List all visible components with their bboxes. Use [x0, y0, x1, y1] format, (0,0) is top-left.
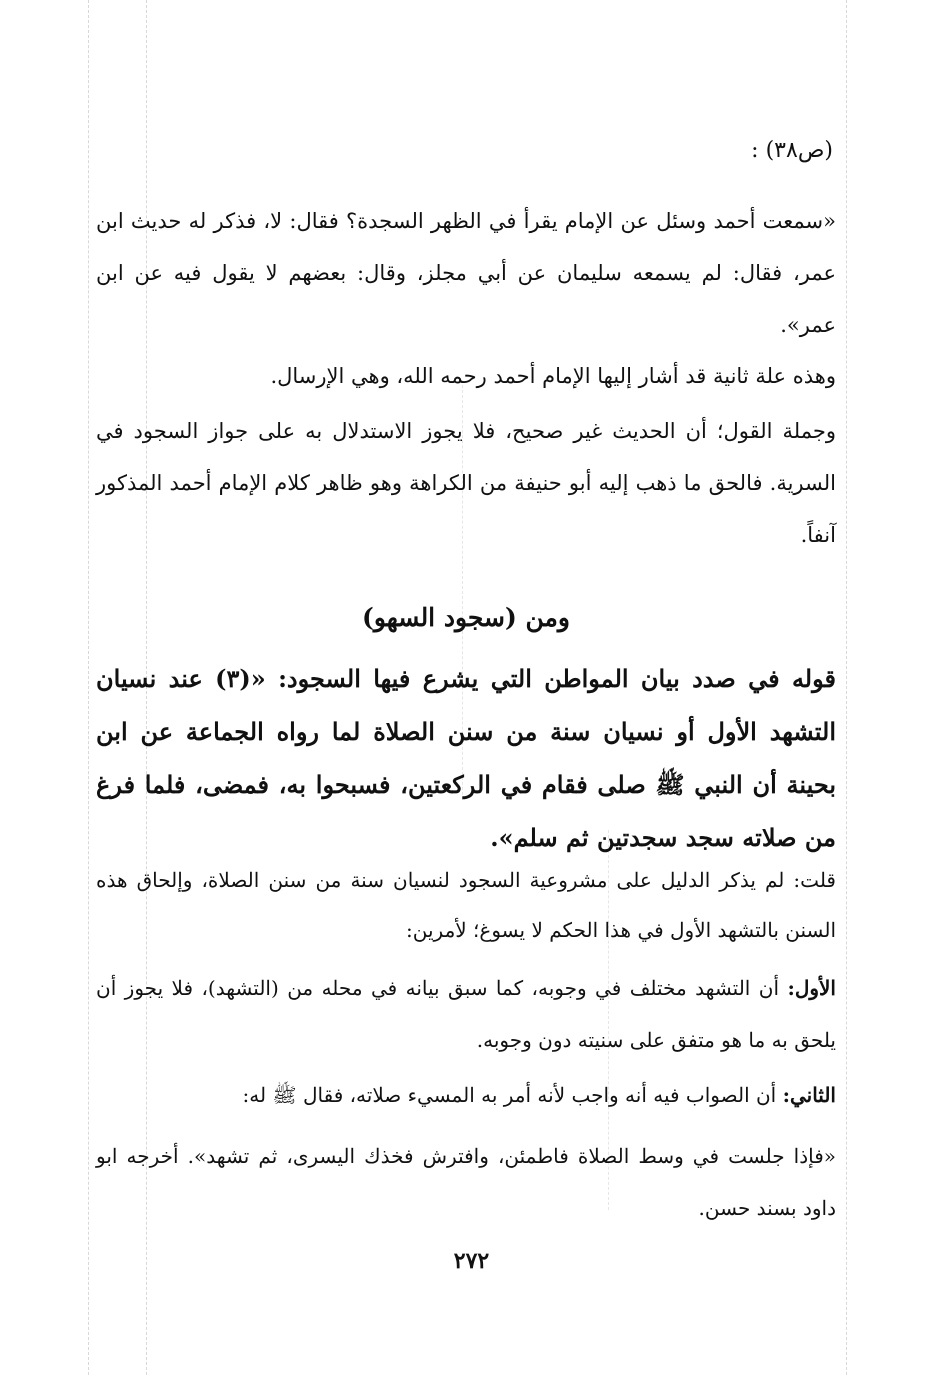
scan-guide-line: [88, 0, 89, 1375]
paragraph-commentary: قلت: لم يذكر الدليل على مشروعية السجود لنسيان سنة من سنن الصلاة، وإلحاق هذه السنن بالتشهد الأول في هذا الحكم لا يسوغ؛ لأمرين:: [96, 868, 836, 942]
paragraph-second-defect: وهذه علة ثانية قد أشار إليها الإمام أحمد رحمه الله، وهي الإرسال.: [270, 364, 836, 388]
source-reference: (ص٣٨) :: [751, 138, 833, 163]
second-reason-lead: الثاني:: [782, 1083, 836, 1107]
section-heading: ومن (سجود السهو): [362, 603, 570, 632]
paragraph-conclusion: وجملة القول؛ أن الحديث غير صحيح، فلا يجوز الاستدلال به على جواز السجود في السرية. فالحق ما ذهب إليه أبو حنيفة من الكراهة وهو ظاهر كلام الإمام أحمد المذكور آنفاً.: [96, 419, 836, 547]
first-reason-text: أن التشهد مختلف في وجوبه، كما سبق بيانه في محله من (التشهد)، فلا يجوز أن يلحق به ما هو متفق على سنيته دون وجوبه.: [96, 976, 836, 1052]
paragraph-quote-ahmad: «سمعت أحمد وسئل عن الإمام يقرأ في الظهر السجدة؟ فقال: لا، فذكر له حديث ابن عمر، فقال: لم يسمعه سليمان عن أبي مجلز، وقال: بعضهم لا يقول فيه عن ابن عمر».: [96, 209, 836, 337]
first-reason-lead: الأول:: [787, 976, 836, 1000]
scan-guide-line: [846, 0, 847, 1375]
paragraph-first-reason: [96, 962, 836, 1066]
page-number: ٢٧٢: [453, 1248, 490, 1274]
paragraph-second-reason: [96, 1070, 836, 1120]
second-reason-text: أن الصواب فيه أنه واجب لأنه أمر به المسيء صلاته، فقال ﷺ له:: [242, 1083, 783, 1107]
paragraph-hadith: «فإذا جلست في وسط الصلاة فاطمئن، وافترش فخذك اليسرى، ثم تشهد». أخرجه ابو داود بسند حسن.: [96, 1144, 836, 1220]
paragraph-bold-quote: قوله في صدد بيان المواطن التي يشرع فيها السجود: «(٣) عند نسيان التشهد الأول أو نسيان سنة من سنن الصلاة لما رواه الجماعة عن ابن بحينة أن النبي ﷺ صلى فقام في الركعتين، فسبحوا به، فمضى، فلما فرغ من صلاته سجد سجدتين ثم سلم».: [96, 664, 836, 852]
